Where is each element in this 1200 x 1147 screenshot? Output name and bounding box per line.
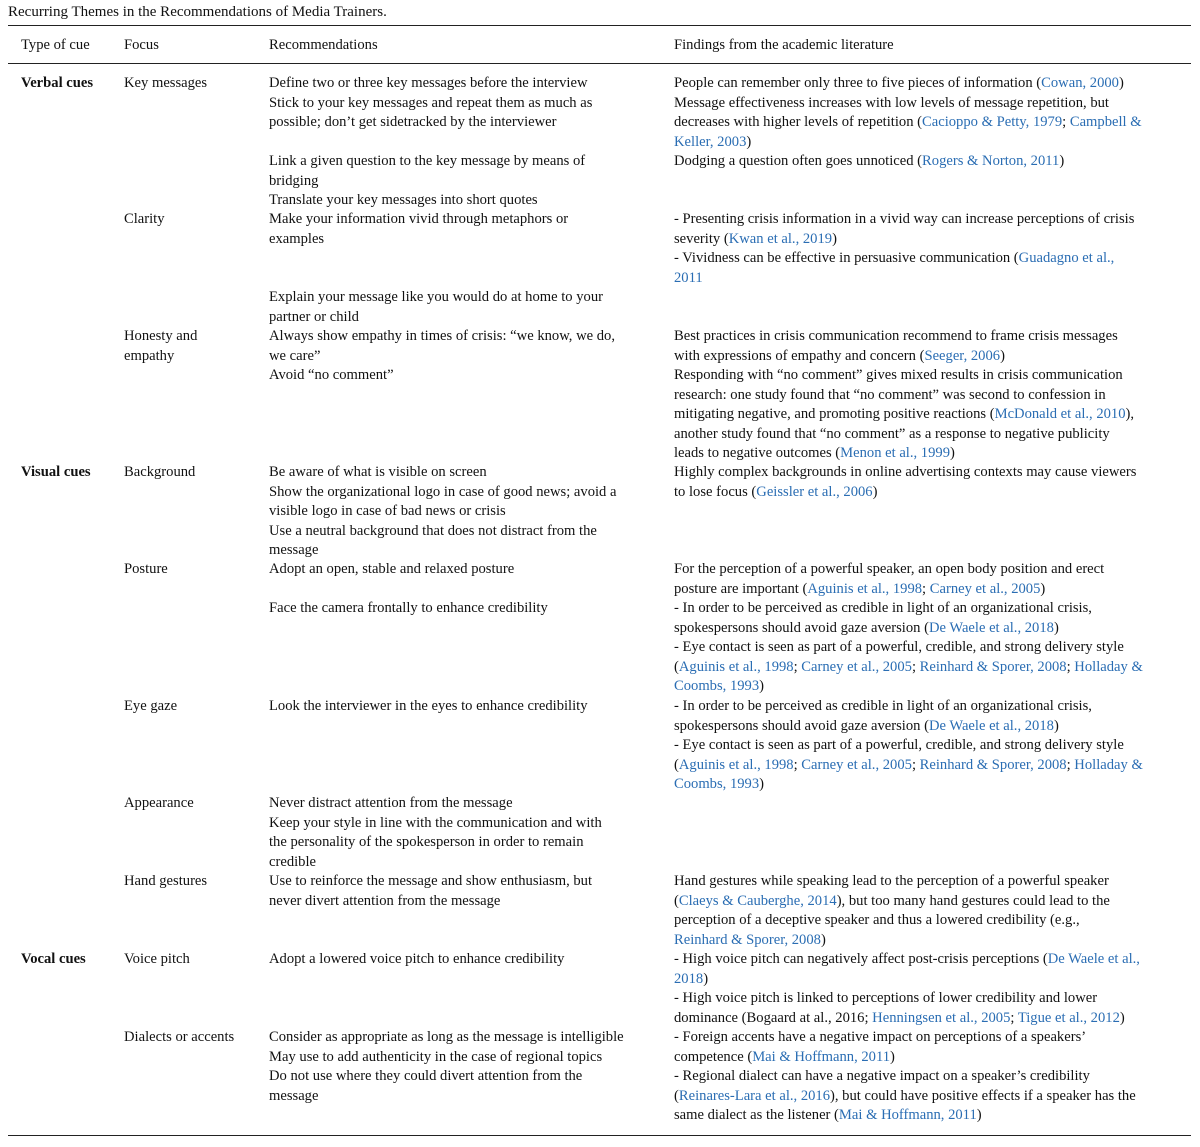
rec-voice-pitch-line: Adopt a lowered voice pitch to enhance credibility xyxy=(269,951,565,967)
text-segment: ), but too many hand gestures could lead to the xyxy=(836,892,1110,909)
find-background-line: Highly complex backgrounds in online advertising contexts may cause viewers xyxy=(674,464,1137,480)
find-clarity-line: - Presenting crisis information in a vivid way can increase perceptions of crisis xyxy=(674,211,1135,227)
rec-appearance-line: credible xyxy=(269,853,316,870)
focus-eye-gaze-line: Eye gaze xyxy=(124,698,178,714)
rec-background-line: Be aware of what is visible on screen xyxy=(269,464,487,480)
find-dialects-line xyxy=(674,1106,982,1126)
text-segment: ) xyxy=(759,678,765,694)
rec-key-messages-2-line: Translate your key messages into short quotes xyxy=(269,192,538,208)
find-key-messages-2-line xyxy=(674,152,1064,172)
find-posture-line xyxy=(674,580,1045,600)
text-segment: ) xyxy=(1118,75,1124,91)
find-eye-gaze-line xyxy=(674,775,764,795)
citation-link[interactable]: Seeger, 2006 xyxy=(924,347,1001,364)
citation-link[interactable]: Aguinis et al., 1998 xyxy=(807,580,923,597)
rec-background-line: Show the organizational logo in case of good news; avoid a xyxy=(269,483,617,500)
citation-link[interactable]: De Waele et al., 2018 xyxy=(928,717,1054,734)
rec-eye-gaze-line: Look the interviewer in the eyes to enhance credibility xyxy=(269,698,588,714)
rec-hand-gestures-line: never divert attention from the message xyxy=(269,892,501,909)
text-segment: ( xyxy=(674,1087,679,1104)
find-key-messages-1-line xyxy=(674,74,1124,94)
text-segment: spokespersons should avoid gaze aversion ( xyxy=(674,717,929,734)
find-posture-line xyxy=(674,677,764,697)
find-posture-line xyxy=(674,619,1059,639)
citation-link[interactable]: Carney et al., 2005 xyxy=(929,580,1041,597)
find-background-line xyxy=(674,483,877,503)
find-posture-line: - In order to be perceived as credible in light of an organizational crisis, xyxy=(674,600,1092,616)
rec-background-line: visible logo in case of bad news or crisis xyxy=(269,503,506,519)
text-segment: posture are important ( xyxy=(674,580,808,597)
find-eye-gaze-line xyxy=(674,717,1059,737)
table-caption: Recurring Themes in the Recommendations of Media Trainers. xyxy=(8,4,387,20)
citation-link[interactable]: Coombs, 1993 xyxy=(674,776,760,792)
rec-honesty-line: we care” xyxy=(269,347,321,364)
find-hand-gestures-line xyxy=(674,931,826,951)
find-honesty-line xyxy=(674,347,1005,367)
text-segment: severity ( xyxy=(674,230,729,247)
citation-link[interactable]: Holladay & xyxy=(1074,658,1143,675)
citation-link[interactable]: De Waele et al., xyxy=(1047,951,1140,967)
text-segment: ) xyxy=(950,445,955,461)
find-honesty-line xyxy=(674,444,955,464)
text-segment: dominance (Bogaard at al., 2016; xyxy=(674,1009,873,1026)
citation-link[interactable]: McDonald et al., 2010 xyxy=(994,406,1126,422)
text-segment: spokespersons should avoid gaze aversion ( xyxy=(674,619,929,636)
find-honesty-line: Responding with “no comment” gives mixed results in crisis communication xyxy=(674,367,1123,383)
citation-link[interactable]: Carney et al., 2005 xyxy=(801,756,912,773)
text-segment: ; xyxy=(911,658,920,675)
find-dialects-line xyxy=(674,1048,895,1068)
rec-key-messages-1-line: Stick to your key messages and repeat them as much as xyxy=(269,94,593,111)
bottom-rule xyxy=(8,1135,1191,1136)
rec-key-messages-2-line: Link a given question to the key message by means of xyxy=(269,153,586,169)
type-visual-line: Visual cues xyxy=(21,464,91,480)
find-posture-line: - Eye contact is seen as part of a powerful, credible, and strong delivery style xyxy=(674,639,1124,655)
citation-link[interactable]: Menon et al., 1999 xyxy=(840,445,950,461)
rec-background-line: Use a neutral background that does not distract from the xyxy=(269,522,597,539)
citation-link[interactable]: Claeys & Cauberghe, 2014 xyxy=(678,892,837,909)
rec-honesty-line: Avoid “no comment” xyxy=(269,367,394,383)
rec-clarity-1-line: Make your information vivid through metaphors or xyxy=(269,211,569,227)
citation-link[interactable]: Cowan, 2000 xyxy=(1041,75,1119,91)
text-segment: ) xyxy=(1053,717,1059,734)
rec-dialects-line: Do not use where they could divert attention from the xyxy=(269,1068,583,1084)
rec-dialects-line: Consider as appropriate as long as the message is intelligible xyxy=(269,1029,624,1045)
citation-link[interactable]: Keller, 2003 xyxy=(674,133,747,150)
rec-clarity-2-line: partner or child xyxy=(269,308,359,325)
find-dialects-line: - Regional dialect can have a negative impact on a speaker’s credibility xyxy=(674,1068,1090,1084)
header-recommendations: Recommendations xyxy=(269,37,378,53)
citation-link[interactable]: 2011 xyxy=(674,269,703,286)
find-posture-line xyxy=(674,658,1143,678)
find-voice-pitch-line: - High voice pitch is linked to perceptions of lower credibility and lower xyxy=(674,990,1098,1006)
rec-clarity-1-line: examples xyxy=(269,230,325,247)
find-key-messages-1-line xyxy=(674,133,751,153)
header-type-of-cue: Type of cue xyxy=(21,37,90,53)
citation-link[interactable]: Aguinis et al., 1998 xyxy=(678,658,794,675)
focus-honesty-line: Honesty and xyxy=(124,328,198,344)
focus-posture-line: Posture xyxy=(124,561,168,577)
text-segment: ) xyxy=(746,133,752,150)
citation-link[interactable]: Kwan et al., 2019 xyxy=(728,230,833,247)
text-segment: ) xyxy=(1059,153,1065,169)
rec-appearance-line: Keep your style in line with the communication and with xyxy=(269,814,602,831)
citation-link[interactable]: Carney et al., 2005 xyxy=(801,658,912,675)
find-honesty-line: research: one study found that “no comment” was second to confession in xyxy=(674,386,1106,403)
text-segment: decreases with higher levels of repetition ( xyxy=(674,114,923,130)
text-segment: ; xyxy=(793,756,802,773)
text-segment: ) xyxy=(872,483,878,500)
text-segment: ) xyxy=(1000,347,1005,364)
citation-link[interactable]: Henningsen et al., 2005 xyxy=(872,1009,1011,1026)
text-segment: ; xyxy=(1062,114,1070,130)
focus-hand-gestures-line: Hand gestures xyxy=(124,873,208,889)
text-segment: mitigating negative, and promoting positive reactions ( xyxy=(674,406,995,422)
find-clarity-line xyxy=(674,230,837,250)
find-voice-pitch-line xyxy=(674,1009,1125,1029)
type-verbal-line: Verbal cues xyxy=(21,75,94,91)
rec-background-line: message xyxy=(269,542,319,558)
find-dialects-line: - Foreign accents have a negative impact on perceptions of a speakers’ xyxy=(674,1029,1087,1045)
rec-appearance-line: the personality of the spokesperson in order to remain xyxy=(269,834,584,850)
find-hand-gestures-line xyxy=(674,892,1110,912)
citation-link[interactable]: Mai & Hoffmann, 2011 xyxy=(752,1048,891,1065)
text-segment: ) xyxy=(976,1107,982,1123)
text-segment: ) xyxy=(1119,1009,1125,1026)
text-segment: ) xyxy=(759,776,765,792)
citation-link[interactable]: Reinhard & Sporer, 2008 xyxy=(674,931,821,948)
find-voice-pitch-line xyxy=(674,950,1140,970)
citation-link[interactable]: Guadagno et al., xyxy=(1018,250,1115,266)
rec-appearance-line: Never distract attention from the message xyxy=(269,795,513,811)
text-segment: to lose focus ( xyxy=(674,483,757,500)
focus-key-messages-line: Key messages xyxy=(124,75,208,91)
focus-appearance-line: Appearance xyxy=(124,795,194,811)
find-hand-gestures-line: perception of a deceptive speaker and thus a lowered credibility (e.g., xyxy=(674,912,1080,928)
text-segment: ; xyxy=(922,580,930,597)
citation-link[interactable]: Tigue et al., 2012 xyxy=(1017,1009,1120,1026)
focus-dialects-line: Dialects or accents xyxy=(124,1029,235,1045)
rec-key-messages-1-line: Define two or three key messages before the interview xyxy=(269,75,588,91)
citation-link[interactable]: Campbell & xyxy=(1069,114,1142,130)
citation-link[interactable]: Aguinis et al., 1998 xyxy=(678,756,794,773)
find-honesty-line xyxy=(674,405,1134,425)
type-vocal-line: Vocal cues xyxy=(21,951,86,967)
citation-link[interactable]: Mai & Hoffmann, 2011 xyxy=(838,1107,977,1123)
citation-link[interactable]: Holladay & xyxy=(1074,756,1143,773)
text-segment: same dialect as the listener ( xyxy=(674,1107,839,1123)
rec-hand-gestures-line: Use to reinforce the message and show enthusiasm, but xyxy=(269,873,593,889)
citation-link[interactable]: Cacioppo & Petty, 1979 xyxy=(922,114,1063,130)
text-segment: ( xyxy=(674,756,679,773)
header-rule xyxy=(8,63,1191,64)
rec-posture-1-line: Adopt an open, stable and relaxed posture xyxy=(269,561,515,577)
find-honesty-line: another study found that “no comment” as a response to negative publicity xyxy=(674,425,1110,442)
text-segment: leads to negative outcomes ( xyxy=(674,445,841,461)
rec-dialects-line: May use to add authenticity in the case of regional topics xyxy=(269,1048,603,1065)
find-clarity-line xyxy=(674,269,703,289)
top-rule xyxy=(8,25,1191,26)
text-segment: ( xyxy=(674,892,679,909)
text-segment: People can remember only three to five pieces of information ( xyxy=(674,75,1042,91)
text-segment: ; xyxy=(1010,1009,1018,1026)
text-segment: - Vividness can be effective in persuasive communication ( xyxy=(674,250,1019,266)
citation-link[interactable]: De Waele et al., 2018 xyxy=(928,619,1054,636)
citation-link[interactable]: 2018 xyxy=(674,970,704,987)
text-segment: ; xyxy=(1066,658,1075,675)
find-hand-gestures-line: Hand gestures while speaking lead to the perception of a powerful speaker xyxy=(674,873,1109,889)
text-segment: ) xyxy=(820,931,826,948)
text-segment: ) xyxy=(1053,619,1059,636)
text-segment: with expressions of empathy and concern ( xyxy=(674,347,925,364)
text-segment: ; xyxy=(793,658,802,675)
citation-link[interactable]: Reinares-Lara et al., 2016 xyxy=(678,1087,831,1104)
find-key-messages-1-line xyxy=(674,113,1142,133)
rec-key-messages-2-line: bridging xyxy=(269,172,319,189)
find-clarity-line xyxy=(674,249,1114,269)
text-segment: ), but could have positive effects if a speaker has the xyxy=(830,1087,1136,1104)
find-eye-gaze-line: - Eye contact is seen as part of a powerful, credible, and strong delivery style xyxy=(674,737,1124,753)
rec-posture-2-line: Face the camera frontally to enhance credibility xyxy=(269,600,548,616)
text-segment: ), xyxy=(1125,406,1135,422)
focus-honesty-line: empathy xyxy=(124,347,175,364)
citation-link[interactable]: Reinhard & Sporer, 2008 xyxy=(919,658,1067,675)
rec-honesty-line: Always show empathy in times of crisis: “we know, we do, xyxy=(269,328,616,344)
text-segment: ; xyxy=(911,756,920,773)
find-eye-gaze-line: - In order to be perceived as credible in light of an organizational crisis, xyxy=(674,698,1092,714)
text-segment: ) xyxy=(1040,580,1046,597)
header-findings: Findings from the academic literature xyxy=(674,37,894,53)
citation-link[interactable]: Reinhard & Sporer, 2008 xyxy=(919,756,1067,773)
focus-background-line: Background xyxy=(124,464,196,480)
find-key-messages-1-line: Message effectiveness increases with low levels of message repetition, but xyxy=(674,94,1109,111)
find-eye-gaze-line xyxy=(674,756,1143,776)
text-segment: ) xyxy=(703,970,709,987)
text-segment: ) xyxy=(832,230,837,247)
citation-link[interactable]: Rogers & Norton, 2011 xyxy=(922,153,1060,169)
find-honesty-line: Best practices in crisis communication recommend to frame crisis messages xyxy=(674,328,1118,344)
find-voice-pitch-line xyxy=(674,970,708,990)
rec-clarity-2-line: Explain your message like you would do at home to your xyxy=(269,289,603,305)
citation-link[interactable]: Geissler et al., 2006 xyxy=(756,483,873,500)
text-segment: competence ( xyxy=(674,1048,753,1065)
text-segment: ; xyxy=(1066,756,1075,773)
text-segment: ( xyxy=(674,658,679,675)
focus-voice-pitch-line: Voice pitch xyxy=(124,951,190,967)
rec-key-messages-1-line: possible; don’t get sidetracked by the interviewer xyxy=(269,114,557,130)
focus-clarity-line: Clarity xyxy=(124,211,165,227)
text-segment: ) xyxy=(890,1048,895,1065)
rec-dialects-line: message xyxy=(269,1087,319,1104)
citation-link[interactable]: Coombs, 1993 xyxy=(674,678,760,694)
text-segment: Dodging a question often goes unnoticed ( xyxy=(674,153,923,169)
find-posture-line: For the perception of a powerful speaker, an open body position and erect xyxy=(674,561,1105,577)
text-segment: - High voice pitch can negatively affect post-crisis perceptions ( xyxy=(674,951,1048,967)
header-focus: Focus xyxy=(124,37,159,53)
find-dialects-line xyxy=(674,1087,1136,1107)
